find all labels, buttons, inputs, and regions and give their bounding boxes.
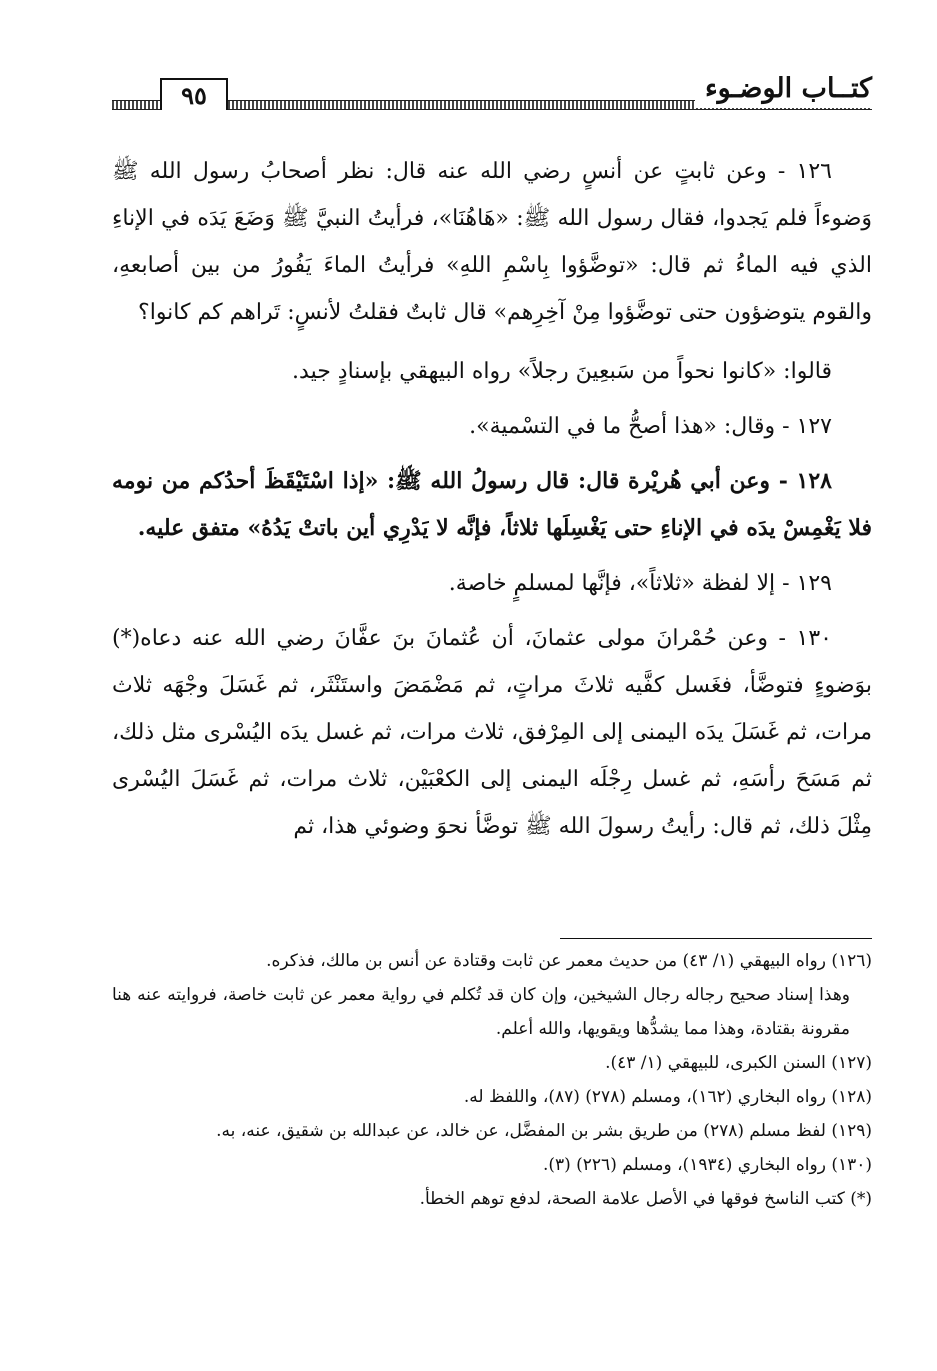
footnote-130: (١٣٠) رواه البخاري (١٩٣٤)، ومسلم (٢٢٦) (٣). <box>542 1155 872 1175</box>
book-title: كتــاب الوضـوء <box>695 70 872 108</box>
hadith-128: ١٢٨ - وعن أبي هُريْرة قال: قال رسولُ الله ﷺ: «إذا اسْتَيْقَظَ أحدُكم من نومه فلا يَغْمِسْ يدَه في الإناءِ حتى يَغْسِلَها ثلاثاً، فإنَّه لا يَدْرِي أين باتتْ يَدُهُ» متفق عليه. <box>112 468 872 541</box>
footnote-asterisk: (*) كتب الناسخ فوقها في الأصل علامة الصحة، لدفع توهم الخطأ. <box>419 1189 872 1209</box>
page-number: ٩٥ <box>160 78 228 110</box>
hadith-129: ١٢٩ - إلا لفظة «ثلاثاً»، فإنَّها لمسلمٍ خاصة. <box>448 571 832 596</box>
footnote-126-comment: وهذا إسناد صحيح رجاله رجال الشيخين، وإن كان قد تُكلم في رواية معمر عن ثابت خاصة، فروايته عنه هنا مقرونة بقتادة، وهذا مما يشدُّها ويقويها، والله أعلم. <box>112 985 850 1039</box>
footnote-separator <box>560 938 872 939</box>
hadith-126-continuation: قالوا: «كانوا نحواً من سَبعِينَ رجلاً» رواه البيهقي بإسنادٍ جيد. <box>292 359 832 384</box>
footnotes <box>112 944 872 1216</box>
hadith-130: ١٣٠ - وعن حُمْرانَ مولى عثمانَ، أن عُثمانَ بنَ عفَّانَ رضي الله عنه دعاه(*) بوَضوءٍ فتوضَّأ، فغَسل كفَّيه ثلاثَ مراتٍ، ثم مَضْمَضَ واستَنْثَر، ثم غَسَلَ وجْهَه ثلاث مرات، ثم غَسَلَ يدَه اليمنى إلى المِرْفق، ثلاث مرات، ثم غسل يدَه اليُسْرى مثل ذلك، ثم مَسَحَ رأسَهِ، ثم غسل رِجْلَه اليمنى إلى الكعْبَيْن، ثلاث مرات، ثم غَسَلَ اليُسْرى مِثْلَ ذلك، ثم قال: رأيتُ رسولَ الله ﷺ توضَّأ نحوَ وضوئي هذا، ثم <box>112 626 872 839</box>
main-text <box>112 148 872 862</box>
footnote-126: (١٢٦) رواه البيهقي (١/ ٤٣) من حديث معمر عن ثابت وقتادة عن أنس بن مالك، فذكره. <box>266 951 872 971</box>
footnote-129: (١٢٩) لفظ مسلم (٢٧٨) من طريق بشر بن المفضَّل، عن خالد، عن عبدالله بن شقيق، عنه، به. <box>216 1121 872 1141</box>
footnote-127: (١٢٧) السنن الكبرى، للبيهقي (١/ ٤٣). <box>605 1053 872 1073</box>
hadith-127: ١٢٧ - وقال: «هذا أصحُّ ما في التسْمية». <box>469 414 832 439</box>
page-header <box>112 70 872 112</box>
hadith-126: ١٢٦ - وعن ثابتٍ عن أنسٍ رضي الله عنه قال: نظر أصحابُ رسول الله ﷺ وَضوءاً فلم يَجدوا، فقال رسول الله ﷺ: «هَاهُنَا»، فرأيتُ النبيَّ ﷺ وَضَعَ يَدَه في الإناءِ الذي فيه الماءُ ثم قال: «توضَّؤوا بِاسْمِ اللهِ» فرأيتُ الماءَ يَفُورُ من بين أصابعهِ، والقوم يتوضؤون حتى توضَّؤوا مِنْ آخِرِهم» قال ثابتٌ فقلتُ لأنسٍ: تَراهم كم كانوا؟ <box>112 159 872 325</box>
footnote-128: (١٢٨) رواه البخاري (١٦٢)، ومسلم (٢٧٨) (٨٧)، واللفظ له. <box>463 1087 872 1107</box>
